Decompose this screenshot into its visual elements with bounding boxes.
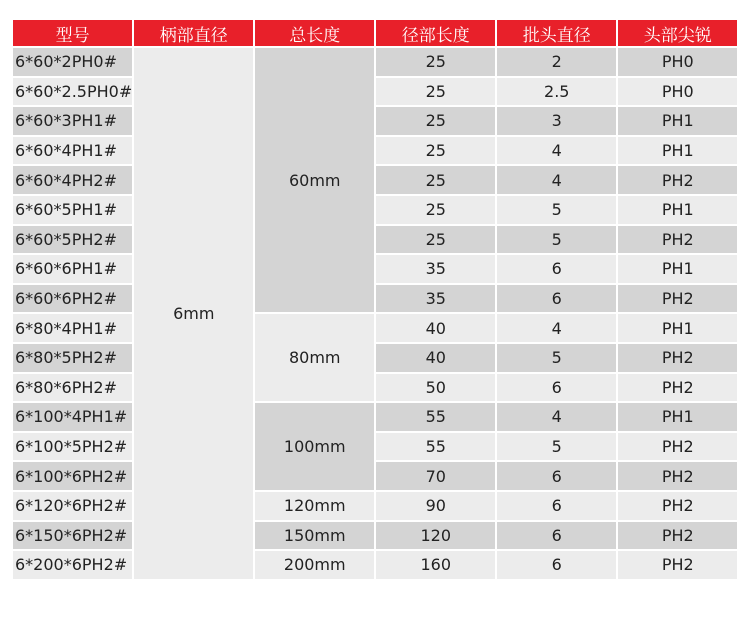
table-row — [13, 403, 737, 431]
header-model: 型号 — [13, 20, 132, 46]
tip-cell: PH2 — [618, 166, 737, 194]
bit-diameter-cell: 4 — [497, 403, 616, 431]
bit-diameter-cell: 6 — [497, 522, 616, 550]
neck-length-cell: 35 — [376, 285, 495, 313]
table-row — [13, 196, 737, 224]
bit-diameter-cell: 4 — [497, 137, 616, 165]
tip-cell: PH1 — [618, 255, 737, 283]
tip-cell: PH2 — [618, 344, 737, 372]
header-bit-diameter: 批头直径 — [497, 20, 616, 46]
model-cell: 6*100*6PH2# — [13, 462, 132, 490]
tip-cell: PH2 — [618, 462, 737, 490]
model-cell: 6*60*2.5PH0# — [13, 78, 132, 106]
header-tip: 头部尖锐 — [618, 20, 737, 46]
total-length-cell: 150mm — [255, 522, 374, 550]
bit-diameter-cell: 5 — [497, 196, 616, 224]
table-row — [13, 314, 737, 342]
neck-length-cell: 160 — [376, 551, 495, 579]
model-cell: 6*60*3PH1# — [13, 107, 132, 135]
model-cell: 6*100*4PH1# — [13, 403, 132, 431]
neck-length-cell: 70 — [376, 462, 495, 490]
bit-diameter-cell: 5 — [497, 226, 616, 254]
neck-length-cell: 25 — [376, 78, 495, 106]
model-cell: 6*80*6PH2# — [13, 374, 132, 402]
tip-cell: PH2 — [618, 551, 737, 579]
neck-length-cell: 25 — [376, 137, 495, 165]
table-row — [13, 255, 737, 283]
model-cell: 6*60*6PH1# — [13, 255, 132, 283]
neck-length-cell: 40 — [376, 314, 495, 342]
neck-length-cell: 55 — [376, 433, 495, 461]
model-cell: 6*60*4PH2# — [13, 166, 132, 194]
table-row — [13, 166, 737, 194]
bit-diameter-cell: 6 — [497, 551, 616, 579]
neck-length-cell: 120 — [376, 522, 495, 550]
table-row — [13, 551, 737, 579]
model-cell: 6*60*5PH1# — [13, 196, 132, 224]
table-row — [13, 433, 737, 461]
model-cell: 6*150*6PH2# — [13, 522, 132, 550]
header-neck-length: 径部长度 — [376, 20, 495, 46]
tip-cell: PH2 — [618, 285, 737, 313]
neck-length-cell: 25 — [376, 48, 495, 76]
total-length-cell: 120mm — [255, 492, 374, 520]
total-length-cell: 200mm — [255, 551, 374, 579]
neck-length-cell: 90 — [376, 492, 495, 520]
table-row — [13, 226, 737, 254]
bit-diameter-cell: 5 — [497, 344, 616, 372]
neck-length-cell: 25 — [376, 166, 495, 194]
table-row — [13, 374, 737, 402]
neck-length-cell: 55 — [376, 403, 495, 431]
bit-diameter-cell: 5 — [497, 433, 616, 461]
tip-cell: PH1 — [618, 196, 737, 224]
table-row — [13, 107, 737, 135]
bit-diameter-cell: 6 — [497, 462, 616, 490]
tip-cell: PH1 — [618, 107, 737, 135]
tip-cell: PH0 — [618, 78, 737, 106]
spec-table — [11, 18, 739, 581]
header-shank-diameter: 柄部直径 — [134, 20, 253, 46]
model-cell: 6*60*6PH2# — [13, 285, 132, 313]
tip-cell: PH2 — [618, 374, 737, 402]
tip-cell: PH2 — [618, 433, 737, 461]
total-length-cell: 60mm — [255, 48, 374, 312]
neck-length-cell: 25 — [376, 196, 495, 224]
model-cell: 6*80*5PH2# — [13, 344, 132, 372]
model-cell: 6*60*4PH1# — [13, 137, 132, 165]
tip-cell: PH1 — [618, 403, 737, 431]
neck-length-cell: 50 — [376, 374, 495, 402]
tip-cell: PH2 — [618, 226, 737, 254]
shank-diameter-cell: 6mm — [134, 48, 253, 579]
bit-diameter-cell: 2.5 — [497, 78, 616, 106]
bit-diameter-cell: 4 — [497, 314, 616, 342]
tip-cell: PH1 — [618, 137, 737, 165]
table-row — [13, 285, 737, 313]
bit-diameter-cell: 6 — [497, 285, 616, 313]
table-row — [13, 522, 737, 550]
header-row — [13, 20, 737, 46]
neck-length-cell: 35 — [376, 255, 495, 283]
bit-diameter-cell: 6 — [497, 255, 616, 283]
bit-diameter-cell: 6 — [497, 492, 616, 520]
table-row — [13, 48, 737, 76]
tip-cell: PH2 — [618, 492, 737, 520]
model-cell: 6*200*6PH2# — [13, 551, 132, 579]
neck-length-cell: 25 — [376, 226, 495, 254]
bit-diameter-cell: 3 — [497, 107, 616, 135]
bit-diameter-cell: 4 — [497, 166, 616, 194]
neck-length-cell: 25 — [376, 107, 495, 135]
model-cell: 6*80*4PH1# — [13, 314, 132, 342]
total-length-cell: 100mm — [255, 403, 374, 490]
table-row — [13, 344, 737, 372]
table-row — [13, 462, 737, 490]
header-total-length: 总长度 — [255, 20, 374, 46]
model-cell: 6*120*6PH2# — [13, 492, 132, 520]
neck-length-cell: 40 — [376, 344, 495, 372]
bit-diameter-cell: 6 — [497, 374, 616, 402]
table-row — [13, 78, 737, 106]
bit-diameter-cell: 2 — [497, 48, 616, 76]
tip-cell: PH1 — [618, 314, 737, 342]
tip-cell: PH2 — [618, 522, 737, 550]
model-cell: 6*100*5PH2# — [13, 433, 132, 461]
total-length-cell: 80mm — [255, 314, 374, 401]
table-row — [13, 492, 737, 520]
model-cell: 6*60*2PH0# — [13, 48, 132, 76]
tip-cell: PH0 — [618, 48, 737, 76]
model-cell: 6*60*5PH2# — [13, 226, 132, 254]
table-row — [13, 137, 737, 165]
